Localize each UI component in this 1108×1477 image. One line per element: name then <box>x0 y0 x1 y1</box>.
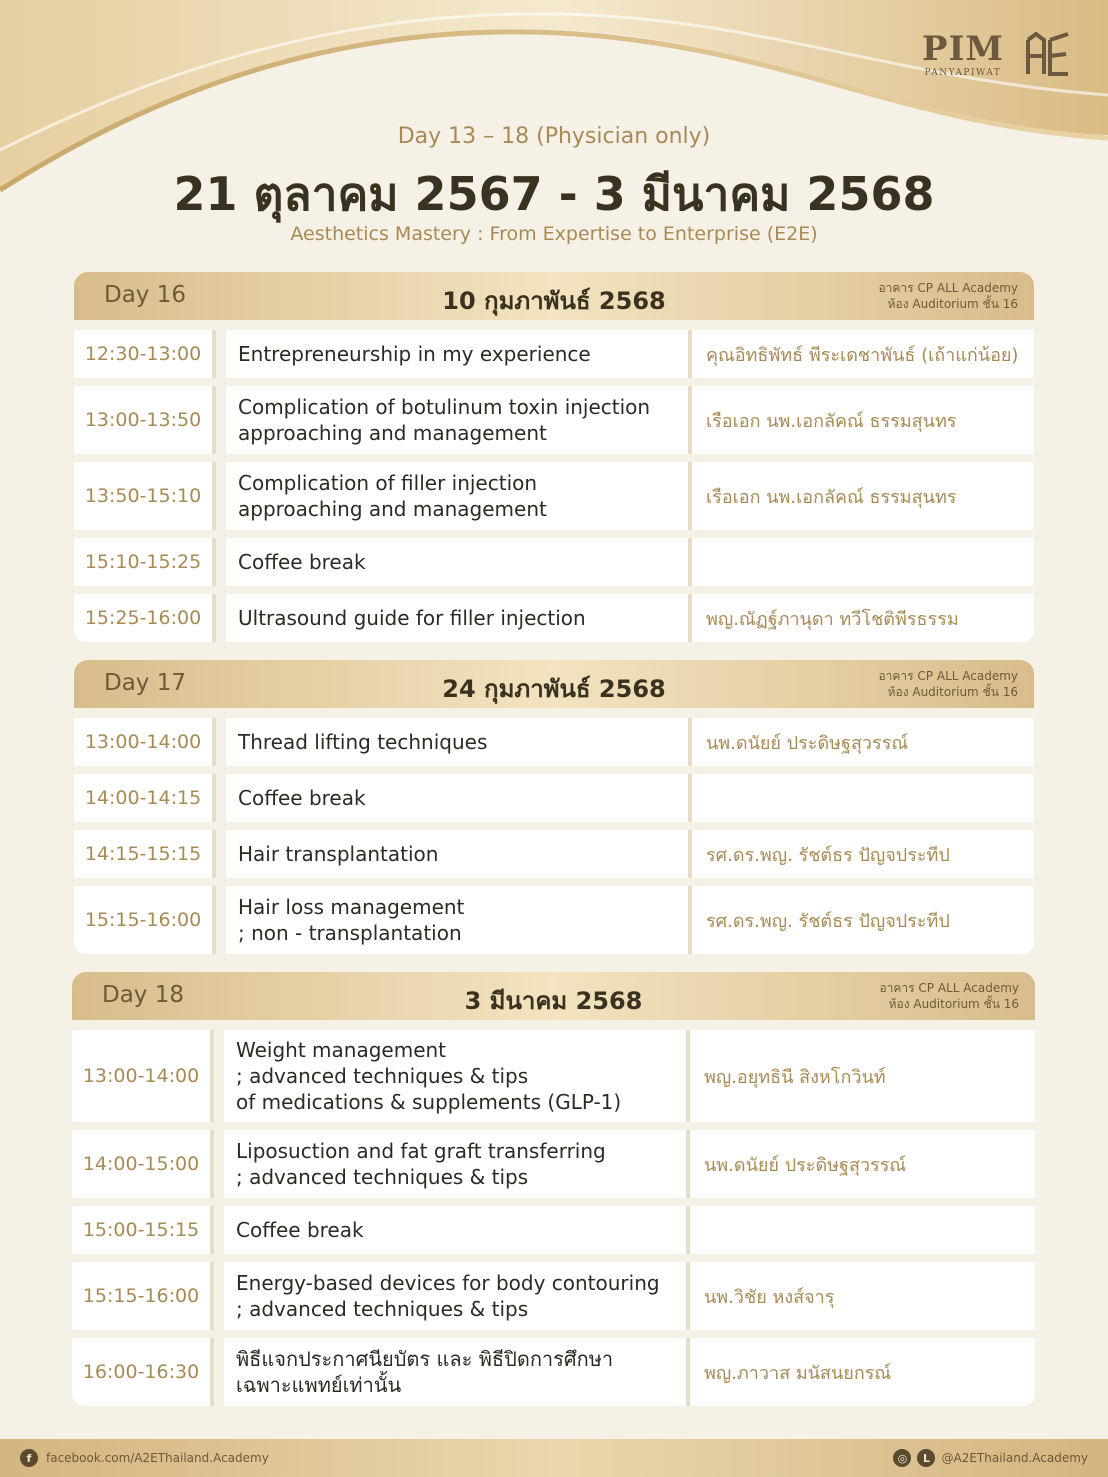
social-link[interactable]: ◎ L @A2EThailand.Academy <box>893 1449 1088 1467</box>
day-date: 3 มีนาคม 2568 <box>464 987 643 1015</box>
row-speaker: รศ.ดร.พญ. รัชต์ธร ปัญจประทีป <box>692 886 1034 954</box>
row-speaker: พญ.ณัฏฐ์ภานุดา ทวีโชติพีรธรรม <box>692 594 1034 642</box>
row-speaker <box>692 538 1034 586</box>
subtitle: Day 13 – 18 (Physician only) <box>397 124 711 149</box>
day-header <box>74 272 1034 320</box>
row-speaker: คุณอิทธิพัทธ์ พีระเดชาพันธ์ (เถ้าแก่น้อย) <box>692 330 1034 378</box>
day-section <box>74 660 1034 954</box>
row-topic: Thread lifting techniques <box>226 718 692 766</box>
row-topic: Weight management ; advanced techniques & tips of medications & supplements (GLP-1) <box>224 1030 690 1122</box>
row-time: 15:25-16:00 <box>74 594 216 642</box>
row-time: 13:00-14:00 <box>72 1030 214 1122</box>
row-topic: Hair transplantation <box>226 830 692 878</box>
row-speaker <box>690 1206 1035 1254</box>
row-time: 13:00-14:00 <box>74 718 216 766</box>
row-time: 12:30-13:00 <box>74 330 216 378</box>
table-row <box>72 1338 1035 1406</box>
row-speaker <box>692 774 1034 822</box>
row-time: 15:15-16:00 <box>74 886 216 954</box>
row-topic: พิธีแจกประกาศนียบัตร และ พิธีปิดการศึกษา เฉพาะแพทย์เท่านั้น <box>224 1338 690 1406</box>
day-header <box>72 972 1035 1020</box>
table-row <box>74 386 1034 454</box>
row-time: 13:50-15:10 <box>74 462 216 530</box>
row-time: 15:00-15:15 <box>72 1206 214 1254</box>
row-topic: Complication of botulinum toxin injection approaching and management <box>226 386 692 454</box>
table-row <box>72 1130 1035 1198</box>
row-speaker: เรือเอก นพ.เอกลัคณ์ ธรรมสุนทร <box>692 386 1034 454</box>
table-row <box>74 830 1034 878</box>
row-speaker: นพ.ดนัยย์ ประดิษฐสุวรรณ์ <box>690 1130 1035 1198</box>
row-time: 14:00-15:00 <box>72 1130 214 1198</box>
row-topic: Entrepreneurship in my experience <box>226 330 692 378</box>
row-topic: Liposuction and fat graft transferring ; advanced techniques & tips <box>224 1130 690 1198</box>
row-topic: Coffee break <box>226 538 692 586</box>
day-section <box>72 972 1035 1406</box>
logo <box>921 29 1070 78</box>
venue: อาคาร CP ALL Academy ห้อง Auditorium ชั้น 16 <box>878 281 1018 311</box>
day-header <box>74 660 1034 708</box>
table-row <box>72 1262 1035 1330</box>
row-speaker: พญ.ภาวาส มนัสนยกรณ์ <box>690 1338 1035 1406</box>
row-topic: Coffee break <box>226 774 692 822</box>
venue: อาคาร CP ALL Academy ห้อง Auditorium ชั้น 16 <box>878 669 1018 699</box>
day-date: 24 กุมภาพันธ์ 2568 <box>442 675 666 703</box>
footer <box>0 1439 1108 1477</box>
row-topic: Hair loss management ; non - transplantation <box>226 886 692 954</box>
row-topic: Complication of filler injection approaching and management <box>226 462 692 530</box>
day-label: Day 18 <box>102 982 184 1008</box>
table-row <box>74 774 1034 822</box>
row-time: 16:00-16:30 <box>72 1338 214 1406</box>
day-label: Day 16 <box>104 282 186 308</box>
page-title: 21 ตุลาคม 2567 - 3 มีนาคม 2568 <box>173 167 935 221</box>
row-speaker: รศ.ดร.พญ. รัชต์ธร ปัญจประทีป <box>692 830 1034 878</box>
facebook-link[interactable]: f facebook.com/A2EThailand.Academy <box>20 1449 269 1467</box>
table-row <box>74 886 1034 954</box>
venue: อาคาร CP ALL Academy ห้อง Auditorium ชั้น 16 <box>879 981 1019 1011</box>
instagram-icon: ◎ <box>893 1449 911 1467</box>
row-topic: Coffee break <box>224 1206 690 1254</box>
ae-logo-icon <box>1024 32 1070 76</box>
facebook-icon: f <box>20 1449 38 1467</box>
row-time: 14:15-15:15 <box>74 830 216 878</box>
program-name: Aesthetics Mastery : From Expertise to Enterprise (E2E) <box>290 223 818 245</box>
line-icon: L <box>917 1449 935 1467</box>
table-row <box>72 1030 1035 1122</box>
pim-logo: PIM PANYAPIWAT <box>921 29 1004 78</box>
table-row <box>74 718 1034 766</box>
table-row <box>74 594 1034 642</box>
table-row <box>74 538 1034 586</box>
row-time: 13:00-13:50 <box>74 386 216 454</box>
row-topic: Ultrasound guide for filler injection <box>226 594 692 642</box>
row-speaker: นพ.วิชัย หงส์จารุ <box>690 1262 1035 1330</box>
day-label: Day 17 <box>104 670 186 696</box>
table-row <box>74 462 1034 530</box>
row-time: 15:10-15:25 <box>74 538 216 586</box>
row-topic: Energy-based devices for body contouring ; advanced techniques & tips <box>224 1262 690 1330</box>
table-row <box>74 330 1034 378</box>
table-row <box>72 1206 1035 1254</box>
day-section <box>74 272 1034 642</box>
row-time: 14:00-14:15 <box>74 774 216 822</box>
day-date: 10 กุมภาพันธ์ 2568 <box>442 287 666 315</box>
row-time: 15:15-16:00 <box>72 1262 214 1330</box>
row-speaker: พญ.อยุทธินี สิงหโกวินท์ <box>690 1030 1035 1122</box>
row-speaker: เรือเอก นพ.เอกลัคณ์ ธรรมสุนทร <box>692 462 1034 530</box>
row-speaker: นพ.ดนัยย์ ประดิษฐสุวรรณ์ <box>692 718 1034 766</box>
